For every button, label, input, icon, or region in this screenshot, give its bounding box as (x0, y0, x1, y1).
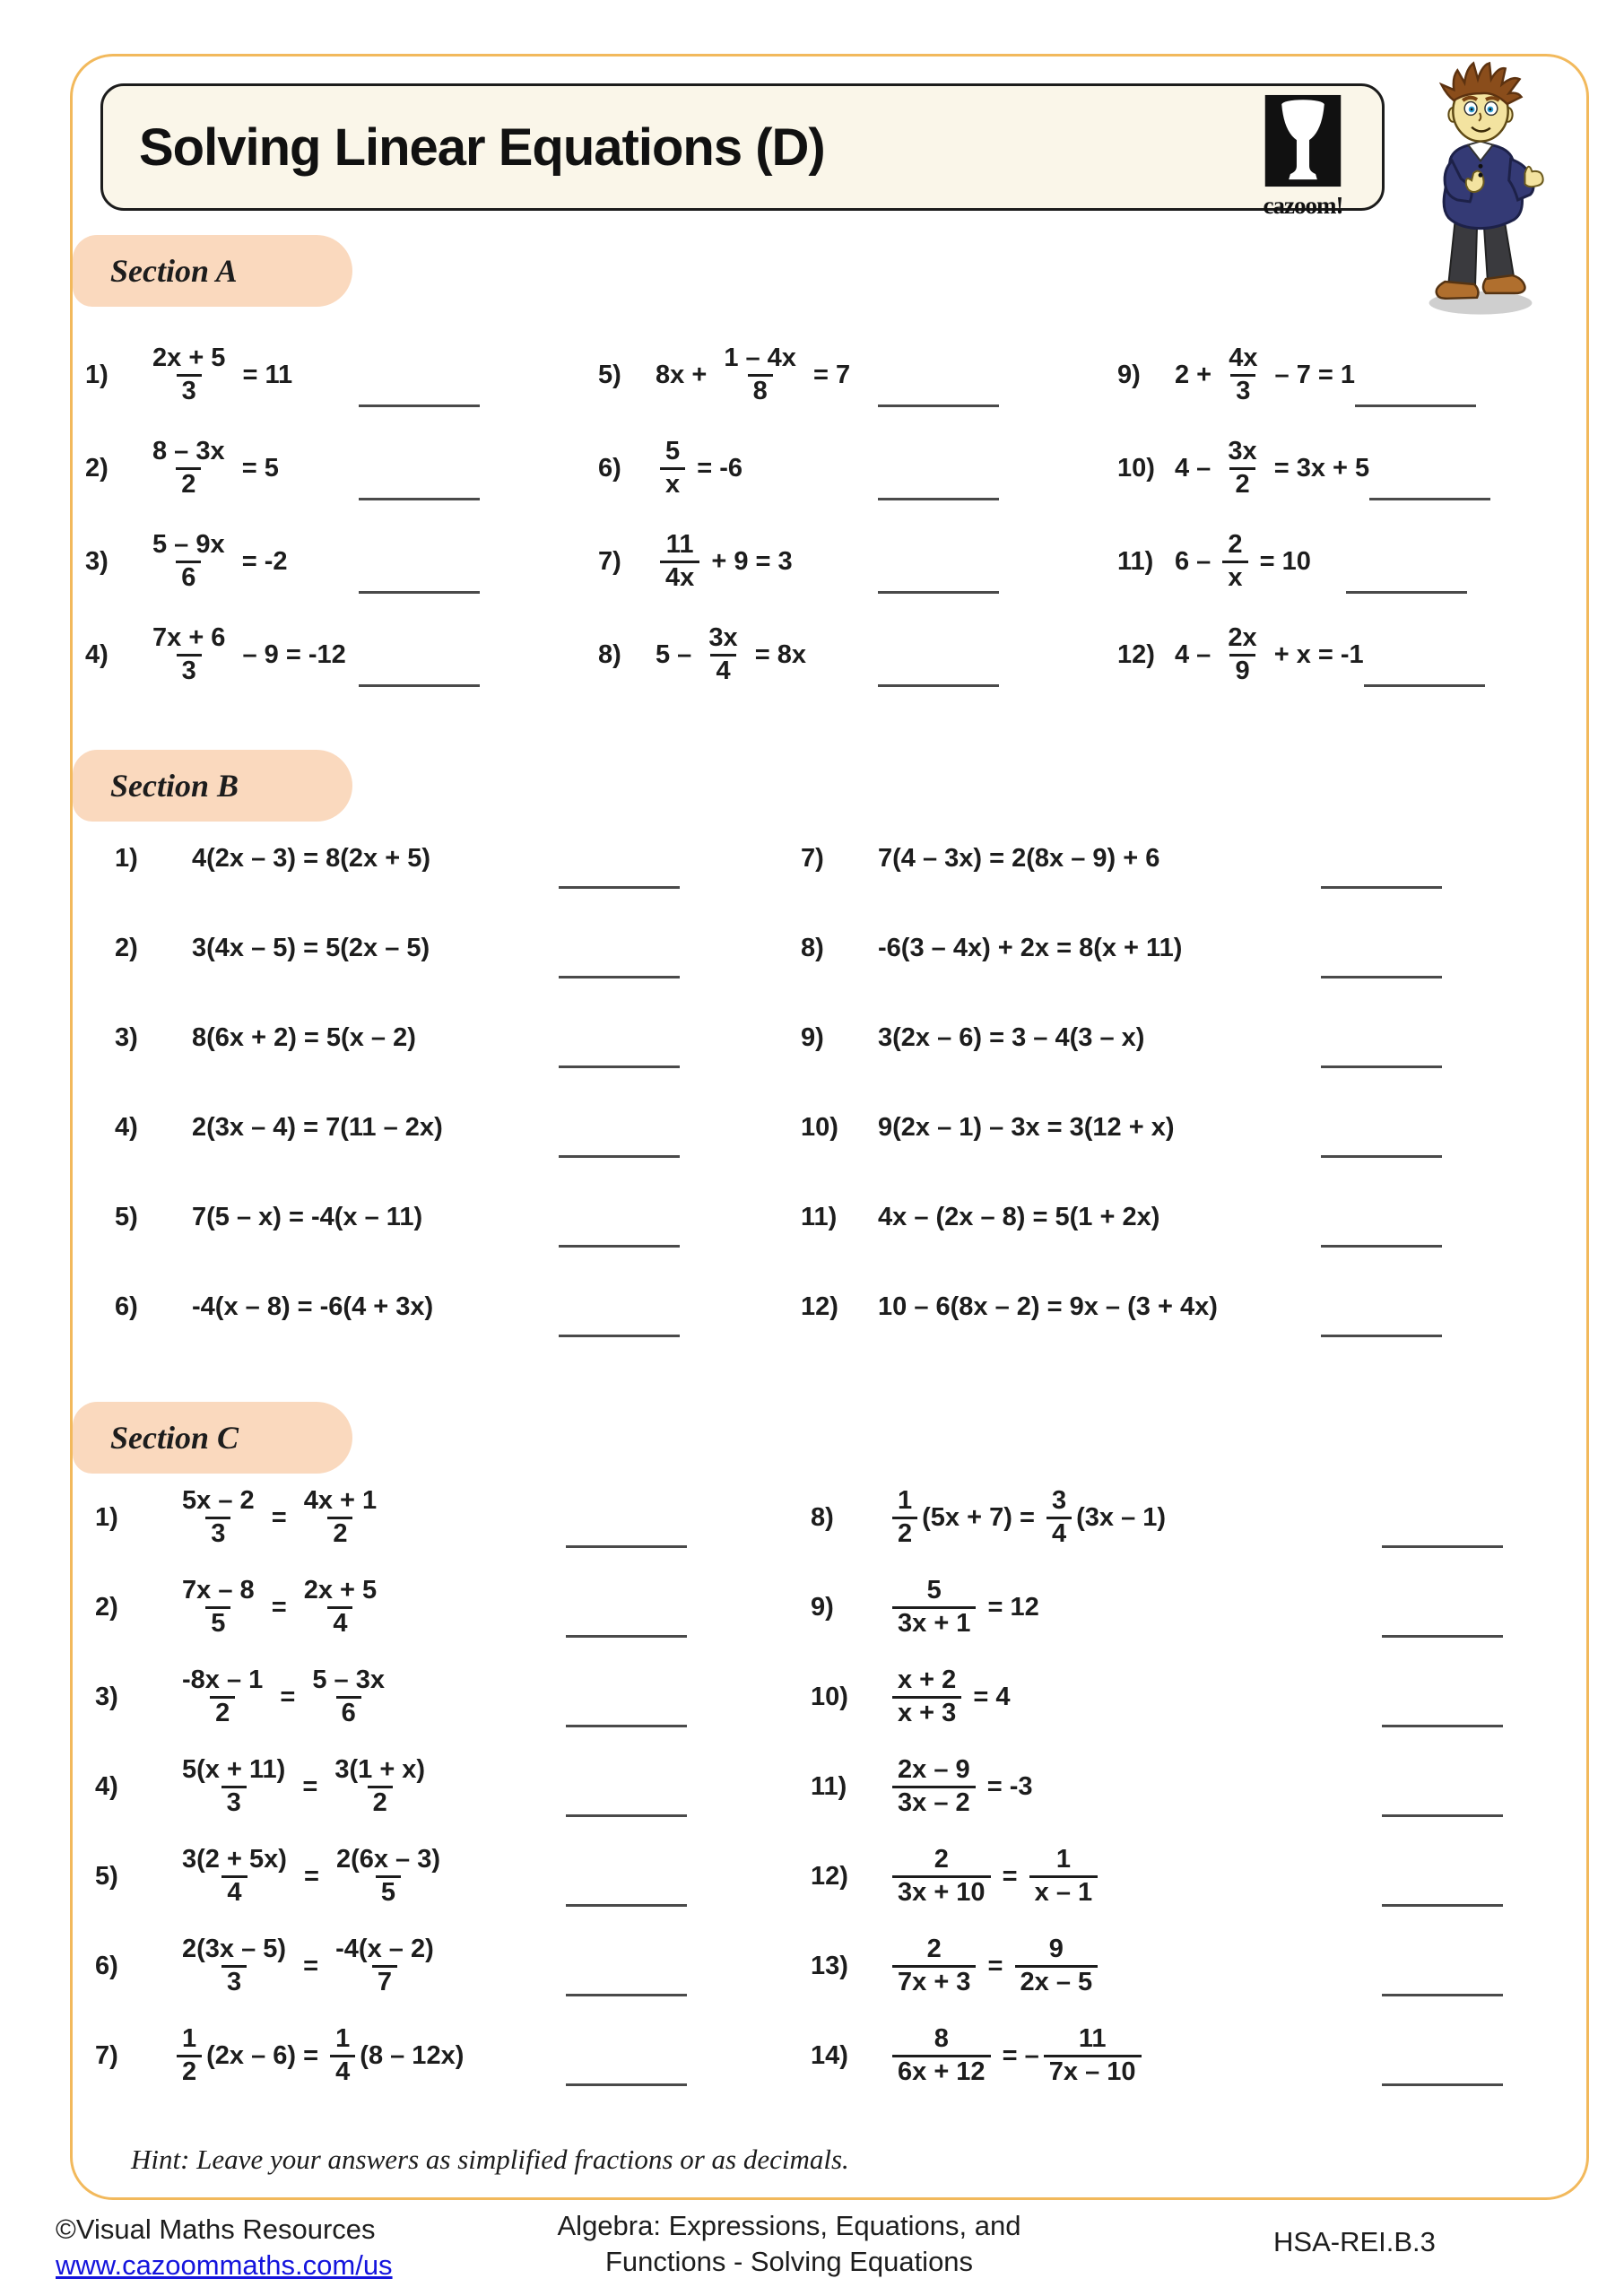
problem-number: 1) (85, 360, 109, 389)
problem-number: 5) (115, 1202, 138, 1231)
copyright-text: ©Visual Maths Resources (56, 2213, 376, 2245)
section-a-problems (85, 328, 1467, 701)
fraction: $\frac{7x - 8}{5}$ (182, 1576, 255, 1638)
problem-c3 (95, 1652, 687, 1742)
fraction: $\frac{5 - 9x}{6}$ (152, 530, 225, 592)
problem-number: 14) (811, 2040, 848, 2070)
fraction: $\frac{4x}{3}$ (1229, 344, 1258, 405)
problem-number: 6) (115, 1292, 138, 1321)
equation: -6(3 – 4x) + 2x = 8(x + 11) (878, 933, 1183, 962)
equation: $\frac{2}{3x + 10}$ = $\frac{1}{x - 1}$ (888, 1845, 1102, 1907)
answer-blank[interactable] (1321, 1155, 1442, 1158)
answer-blank[interactable] (566, 1545, 687, 1548)
section-c-header (73, 1402, 352, 1474)
problem-a6 (598, 422, 999, 515)
section-a-header (73, 235, 352, 307)
equation: $\frac{2}{7x + 3}$ = $\frac{9}{2x - 5}$ (888, 1935, 1102, 1996)
problem-number: 11) (811, 1771, 847, 1801)
problem-c1 (95, 1473, 687, 1562)
answer-blank[interactable] (1346, 591, 1467, 594)
answer-blank[interactable] (878, 404, 999, 407)
answer-blank[interactable] (1364, 684, 1485, 687)
answer-blank[interactable] (359, 591, 480, 594)
problem-number: 7) (95, 2040, 118, 2070)
answer-blank[interactable] (1355, 404, 1476, 407)
equation: 4 – $\frac{3x}{2}$ = 3x + 5 (1175, 437, 1370, 499)
fraction: $\frac{x + 2}{x + 3}$ (892, 1665, 961, 1727)
fraction: $\frac{5}{3x + 1}$ (892, 1576, 976, 1638)
answer-blank[interactable] (1382, 1725, 1503, 1727)
equation: 5 – $\frac{3x}{4}$ = 8x (656, 623, 806, 685)
problem-a3 (85, 515, 480, 608)
problem-number: 7) (598, 546, 621, 576)
answer-blank[interactable] (559, 976, 680, 978)
problem-b8 (801, 903, 1442, 993)
answer-blank[interactable] (878, 684, 999, 687)
mascot-illustration (1392, 59, 1569, 326)
problem-number: 4) (115, 1112, 138, 1142)
logo-text: cazoom! (1263, 192, 1343, 219)
equation: 2 + $\frac{4x}{3}$ – 7 = 1 (1175, 344, 1356, 405)
problem-number: 12) (811, 1861, 848, 1891)
problem-b4 (115, 1083, 680, 1172)
problem-number: 11) (1117, 546, 1154, 576)
answer-blank[interactable] (566, 1635, 687, 1638)
equation: $\frac{5}{3x + 1}$ = 12 (888, 1576, 1039, 1638)
fraction: $\frac{3x}{4}$ (708, 623, 738, 685)
problem-number: 8) (598, 639, 621, 669)
equation: $\frac{-8x - 1}{2}$ = $\frac{5 - 3x}{6}$ (172, 1665, 395, 1727)
problem-number: 2) (85, 453, 109, 483)
problem-b5 (115, 1172, 680, 1262)
equation: $\frac{1}{2}$ (2x – 6) = $\frac{1}{4}$ (8 – 12x) (172, 2024, 464, 2086)
fraction: $\frac{2x + 5}{4}$ (303, 1576, 378, 1638)
equation: 7(5 – x) = -4(x – 11) (192, 1202, 423, 1231)
equation: 10 – 6(8x – 2) = 9x – (3 + 4x) (878, 1292, 1218, 1321)
fraction: $\frac{-4(x - 2)}{7}$ (335, 1935, 434, 1996)
section-c-label: Section C (110, 1420, 239, 1456)
fraction: $\frac{5(x + 11)}{3}$ (182, 1755, 286, 1817)
answer-blank[interactable] (1382, 1814, 1503, 1817)
problem-number: 8) (801, 933, 824, 962)
fraction: $\frac{2}{7x + 3}$ (892, 1935, 976, 1996)
problem-b12 (801, 1262, 1442, 1352)
problem-c11 (811, 1742, 1503, 1831)
fraction: $\frac{7x + 6}{3}$ (152, 623, 226, 685)
fraction: $\frac{1}{2}$ (177, 2024, 202, 2086)
problem-c6 (95, 1921, 687, 2011)
problem-number: 3) (115, 1022, 138, 1052)
equation: $\frac{2x + 5}{3}$ = 11 (143, 344, 292, 405)
problem-c8 (811, 1473, 1503, 1562)
problem-a10 (1117, 422, 1467, 515)
problem-b9 (801, 993, 1442, 1083)
problem-number: 7) (801, 843, 824, 873)
problem-number: 2) (95, 1592, 118, 1622)
section-b-header (73, 750, 352, 822)
page-title: Solving Linear Equations (D) (139, 117, 825, 177)
equation: $\frac{1}{2}$ (5x + 7) = $\frac{3}{4}$ (3x – 1) (888, 1486, 1166, 1548)
problem-number: 2) (115, 933, 138, 962)
answer-blank[interactable] (1382, 2083, 1503, 2086)
equation: $\frac{2(3x - 5)}{3}$ = $\frac{-4(x - 2)}{7}$ (172, 1935, 444, 1996)
equation: $\frac{x + 2}{x + 3}$ = 4 (888, 1665, 1011, 1727)
answer-blank[interactable] (1382, 1994, 1503, 1996)
fraction: $\frac{1 - 4x}{8}$ (724, 344, 796, 405)
equation: $\frac{7x + 6}{3}$ – 9 = -12 (143, 623, 346, 685)
fraction: $\frac{5}{x}$ (660, 437, 685, 499)
problem-a12 (1117, 608, 1467, 701)
problem-a2 (85, 422, 480, 515)
problem-b10 (801, 1083, 1442, 1172)
fraction: $\frac{9}{2x - 5}$ (1015, 1935, 1099, 1996)
section-a-label: Section A (110, 253, 238, 289)
answer-blank[interactable] (566, 1814, 687, 1817)
answer-blank[interactable] (566, 1904, 687, 1907)
problem-b6 (115, 1262, 680, 1352)
problem-number: 3) (95, 1682, 118, 1711)
footer-subject-line1: Algebra: Expressions, Equations, and (557, 2210, 1021, 2241)
website-link[interactable]: www.cazoommaths.com/us (56, 2249, 393, 2282)
problem-a8 (598, 608, 999, 701)
answer-blank[interactable] (1321, 976, 1442, 978)
section-c-problems (95, 1473, 1503, 2100)
problem-number: 12) (1117, 639, 1155, 669)
fraction: $\frac{2x - 9}{3x - 2}$ (892, 1755, 976, 1817)
equation: $\frac{5x - 2}{3}$ = $\frac{4x + 1}{2}$ (172, 1486, 386, 1548)
equation: 3(4x – 5) = 5(2x – 5) (192, 933, 430, 962)
fraction: $\frac{1}{4}$ (330, 2024, 355, 2086)
section-b-label: Section B (110, 768, 239, 804)
fraction: $\frac{2}{x}$ (1222, 530, 1247, 592)
fraction: $\frac{4x + 1}{2}$ (303, 1486, 378, 1548)
footer-subject (386, 2208, 1193, 2281)
problem-c2 (95, 1562, 687, 1652)
equation: 3(2x – 6) = 3 – 4(3 – x) (878, 1022, 1145, 1052)
answer-blank[interactable] (1321, 1335, 1442, 1337)
problem-c13 (811, 1921, 1503, 2011)
answer-blank[interactable] (1321, 1065, 1442, 1068)
fraction: $\frac{1}{2}$ (892, 1486, 917, 1548)
answer-blank[interactable] (878, 498, 999, 500)
fraction: $\frac{2x}{9}$ (1228, 623, 1257, 685)
problem-number: 10) (1117, 453, 1155, 483)
equation: $\frac{2x - 9}{3x - 2}$ = -3 (888, 1755, 1032, 1817)
answer-blank[interactable] (559, 1155, 680, 1158)
fraction: $\frac{3(1 + x)}{2}$ (334, 1755, 426, 1817)
problem-number: 6) (598, 453, 621, 483)
problem-c9 (811, 1562, 1503, 1652)
equation: 4 – $\frac{2x}{9}$ + x = -1 (1175, 623, 1364, 685)
equation: 8(6x + 2) = 5(x – 2) (192, 1022, 416, 1052)
problem-number: 9) (1117, 360, 1141, 389)
equation: $\frac{5}{x}$ = -6 (656, 437, 743, 499)
section-b-problems (115, 813, 1442, 1352)
answer-blank[interactable] (559, 1245, 680, 1248)
problem-number: 3) (85, 546, 109, 576)
fraction: $\frac{3x}{2}$ (1228, 437, 1257, 499)
answer-blank[interactable] (359, 404, 480, 407)
equation: $\frac{7x - 8}{5}$ = $\frac{2x + 5}{4}$ (172, 1576, 386, 1638)
problem-number: 4) (95, 1771, 118, 1801)
equation: 4(2x – 3) = 8(2x + 5) (192, 843, 430, 873)
fraction: $\frac{5x - 2}{3}$ (182, 1486, 255, 1548)
answer-blank[interactable] (1321, 1245, 1442, 1248)
problem-b3 (115, 993, 680, 1083)
problem-c7 (95, 2011, 687, 2100)
problem-b2 (115, 903, 680, 993)
equation: 4x – (2x – 8) = 5(1 + 2x) (878, 1202, 1160, 1231)
answer-blank[interactable] (566, 2083, 687, 2086)
problem-a4 (85, 608, 480, 701)
fraction: $\frac{2}{3x + 10}$ (892, 1845, 991, 1907)
problem-number: 1) (95, 1502, 118, 1532)
problem-number: 5) (95, 1861, 118, 1891)
answer-blank[interactable] (359, 684, 480, 687)
answer-blank[interactable] (566, 1725, 687, 1727)
problem-number: 8) (811, 1502, 834, 1532)
equation: -4(x – 8) = -6(4 + 3x) (192, 1292, 434, 1321)
equation: 9(2x – 1) – 3x = 3(12 + x) (878, 1112, 1175, 1142)
title-box (100, 83, 1385, 219)
problem-number: 12) (801, 1292, 838, 1321)
equation: 8x + $\frac{1 - 4x}{8}$ = 7 (656, 344, 851, 405)
footer-subject-line2: Functions - Solving Equations (604, 2246, 974, 2278)
fraction: $\frac{11}{7x - 10}$ (1044, 2024, 1142, 2086)
problem-b1 (115, 813, 680, 903)
problem-number: 13) (811, 1951, 848, 1980)
fraction: $\frac{11}{4x}$ (660, 530, 699, 592)
problem-number: 9) (801, 1022, 824, 1052)
problem-b7 (801, 813, 1442, 903)
problem-c10 (811, 1652, 1503, 1742)
fraction: $\frac{2(3x - 5)}{3}$ (182, 1935, 287, 1996)
problem-number: 4) (85, 639, 109, 669)
equation: $\frac{5(x + 11)}{3}$ = $\frac{3(1 + x)}{2}$ (172, 1755, 435, 1817)
answer-blank[interactable] (559, 886, 680, 889)
answer-blank[interactable] (1382, 1904, 1503, 1907)
fraction: $\frac{5 - 3x}{6}$ (312, 1665, 385, 1727)
answer-blank[interactable] (1382, 1545, 1503, 1548)
fraction: $\frac{1}{x - 1}$ (1029, 1845, 1099, 1907)
problem-number: 6) (95, 1951, 118, 1980)
equation: 2(3x – 4) = 7(11 – 2x) (192, 1112, 443, 1142)
standard-code: HSA-REI.B.3 (1273, 2226, 1436, 2257)
cazoom-logo (1240, 93, 1366, 218)
goblet-logo-icon (1264, 93, 1342, 188)
problem-c14 (811, 2011, 1503, 2100)
problem-a5 (598, 328, 999, 422)
problem-a1 (85, 328, 480, 422)
fraction: $\frac{-8x - 1}{2}$ (182, 1665, 264, 1727)
answer-blank[interactable] (1321, 886, 1442, 889)
answer-blank[interactable] (359, 498, 480, 500)
answer-blank[interactable] (878, 591, 999, 594)
fraction: $\frac{3(2 + 5x)}{4}$ (182, 1845, 287, 1907)
fraction: $\frac{8 - 3x}{2}$ (152, 437, 225, 499)
equation: $\frac{3(2 + 5x)}{4}$ = $\frac{2(6x - 3)}{5}$ (172, 1845, 450, 1907)
answer-blank[interactable] (559, 1335, 680, 1337)
problem-a9 (1117, 328, 1467, 422)
answer-blank[interactable] (559, 1065, 680, 1068)
fraction: $\frac{8}{6x + 12}$ (892, 2024, 991, 2086)
problem-a11 (1117, 515, 1467, 608)
problem-number: 10) (811, 1682, 848, 1711)
equation: $\frac{8}{6x + 12}$ = – $\frac{11}{7x - 10}$ (888, 2024, 1146, 2086)
equation: 7(4 – 3x) = 2(8x – 9) + 6 (878, 843, 1160, 873)
problem-number: 11) (801, 1202, 838, 1231)
answer-blank[interactable] (566, 1994, 687, 1996)
problem-c5 (95, 1831, 687, 1921)
fraction: $\frac{2x + 5}{3}$ (152, 344, 226, 405)
problem-number: 10) (801, 1112, 838, 1142)
problem-number: 1) (115, 843, 138, 873)
problem-b11 (801, 1172, 1442, 1262)
problem-number: 9) (811, 1592, 834, 1622)
hint-text: Hint: Leave your answers as simplified fractions or as decimals. (131, 2144, 849, 2175)
answer-blank[interactable] (1382, 1635, 1503, 1638)
fraction: $\frac{3}{4}$ (1046, 1486, 1072, 1548)
equation: $\frac{8 - 3x}{2}$ = 5 (143, 437, 279, 499)
equation: $\frac{5 - 9x}{6}$ = -2 (143, 530, 287, 592)
problem-number: 5) (598, 360, 621, 389)
equation: $\frac{11}{4x}$ + 9 = 3 (656, 530, 793, 592)
problem-c12 (811, 1831, 1503, 1921)
answer-blank[interactable] (1369, 498, 1490, 500)
problem-c4 (95, 1742, 687, 1831)
equation: 6 – $\frac{2}{x}$ = 10 (1175, 530, 1311, 592)
fraction: $\frac{2(6x - 3)}{5}$ (335, 1845, 441, 1907)
problem-a7 (598, 515, 999, 608)
